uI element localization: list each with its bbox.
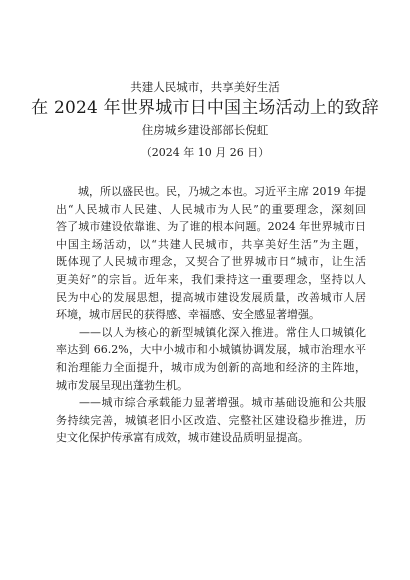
paragraph-line: 环境，城市居民的获得感、幸福感、安全感显著增强。 bbox=[56, 308, 320, 322]
paragraph-line: 率达到 66.2%，大中小城市和小城镇协调发展，城市治理水平 bbox=[56, 343, 366, 357]
paragraph-line: ——城市综合承载能力显著增强。城市基础设施和公共服 bbox=[56, 396, 366, 410]
paragraph-line: 更美好”的宗旨。近年来，我们秉持这一重要理念，坚持以人 bbox=[56, 272, 366, 286]
document-subtitle: 共建人民城市，共享美好生活 bbox=[130, 80, 280, 94]
paragraph-line: 和治理能力全面提升，城市成为创新的高地和经济的主阵地， bbox=[56, 360, 366, 374]
body-paragraph-2 bbox=[56, 324, 366, 394]
paragraph-line: 中国主场活动，以“共建人民城市，共享美好生活”为主题， bbox=[56, 237, 366, 251]
paragraph-line: 民为中心的发展思想，提高城市建设发展质量，改善城市人居 bbox=[56, 290, 366, 304]
document-title: 在 2024 年世界城市日中国主场活动上的致辞 bbox=[31, 98, 379, 118]
paragraph-line: 既体现了人民城市理念，又契合了世界城市日“城市，让生活 bbox=[56, 255, 366, 269]
document-date: （2024 年 10 月 26 日） bbox=[140, 146, 270, 159]
paragraph-line: 史文化保护传承富有成效，城市建设品质明显提高。 bbox=[56, 431, 309, 445]
paragraph-line: 答了城市建设依靠谁、为了谁的根本问题。2024 年世界城市日 bbox=[56, 220, 366, 234]
paragraph-line: 出“人民城市人民建、人民城市为人民”的重要理念，深刻回 bbox=[56, 202, 366, 216]
paragraph-line: 城，所以盛民也。民，乃城之本也。习近平主席 2019 年提 bbox=[56, 185, 366, 198]
document-body bbox=[56, 183, 366, 447]
paragraph-line: 务持续完善，城镇老旧小区改造、完整社区建设稳步推进，历 bbox=[56, 413, 366, 427]
paragraph-line: 城市发展呈现出蓬勃生机。 bbox=[56, 378, 188, 392]
document-author: 住房城乡建设部部长倪虹 bbox=[141, 123, 269, 137]
body-paragraph-3 bbox=[56, 394, 366, 447]
body-paragraph-1 bbox=[56, 183, 366, 324]
paragraph-line: ——以人为核心的新型城镇化深入推进。常住人口城镇化 bbox=[56, 325, 366, 339]
